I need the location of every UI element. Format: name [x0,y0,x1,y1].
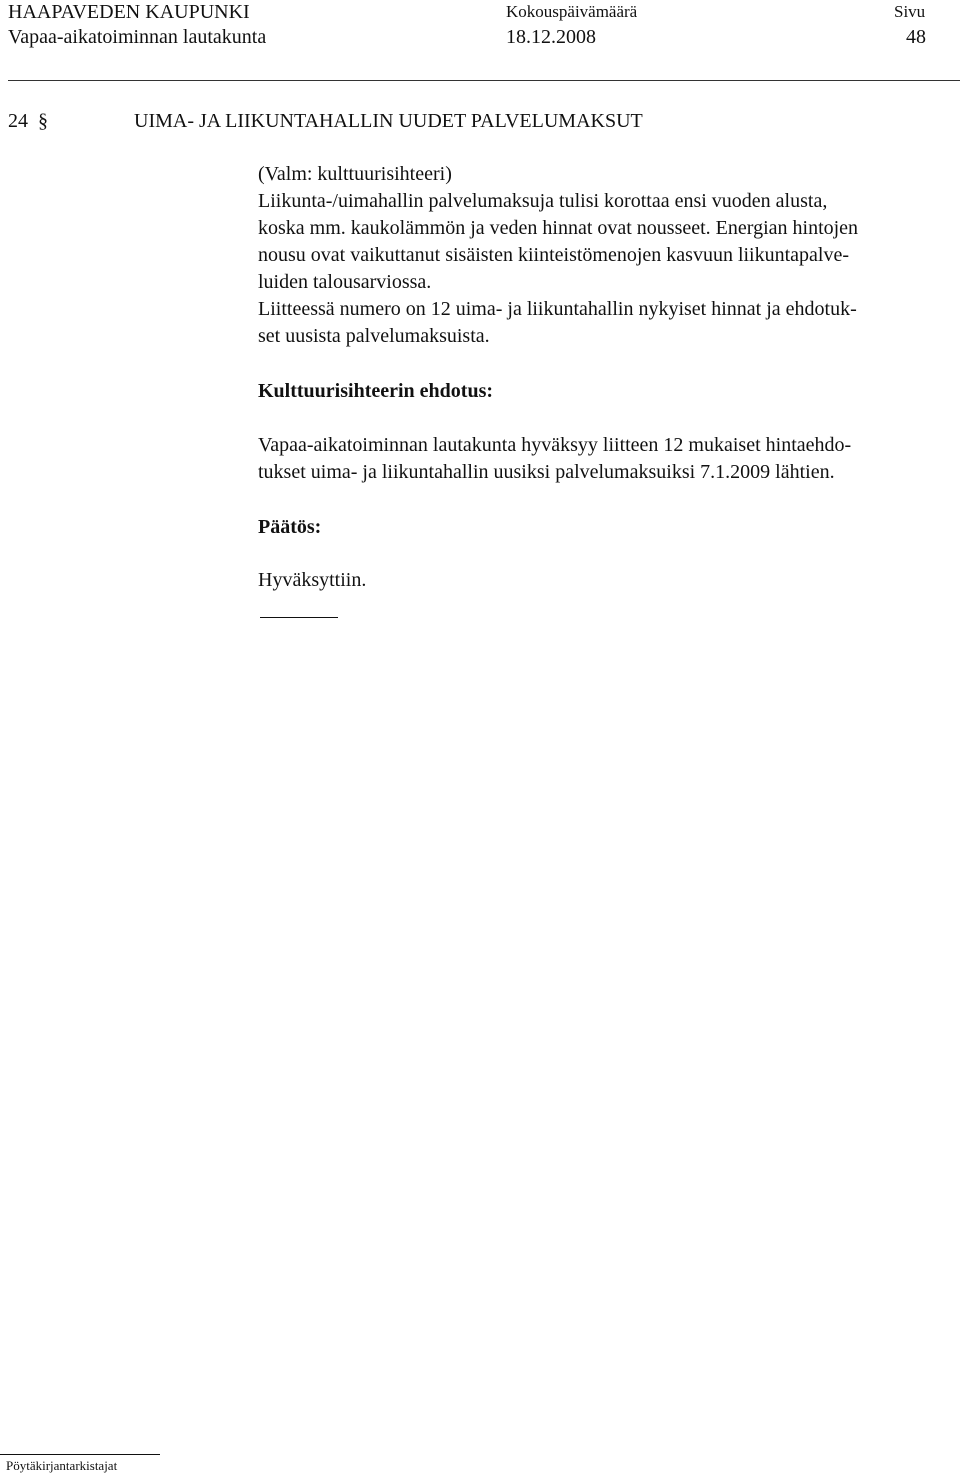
decision-text: Hyväksyttiin. [258,569,367,591]
committee-name: Vapaa-aikatoiminnan lautakunta [8,26,267,48]
paragraph1-line: luiden talousarviossa. [258,271,432,293]
meeting-date: 18.12.2008 [506,26,596,48]
date-label: Kokouspäivämäärä [506,2,638,21]
section-number: 24 [8,110,28,132]
proposal-heading: Kulttuurisihteerin ehdotus: [258,380,494,402]
paragraph1-line: Liikunta-/uimahallin palvelumaksuja tulisi korottaa ensi vuoden alusta, [258,190,828,212]
proposal-line: Vapaa-aikatoiminnan lautakunta hyväksyy liitteen 12 mukaiset hintaehdo- [258,434,852,456]
paragraph2-line: Liitteessä numero on 12 uima- ja liikuntahallin nykyiset hinnat ja ehdotuk- [258,298,857,320]
end-rule [260,617,338,618]
preparer-note: (Valm: kulttuurisihteeri) [258,163,452,185]
paragraph1-line: koska mm. kaukolämmön ja veden hinnat ovat nousseet. Energian hintojen [258,217,859,239]
page-label: Sivu [894,2,926,21]
section-title: UIMA- JA LIIKUNTAHALLIN UUDET PALVELUMAKSUT [134,110,643,132]
decision-heading: Päätös: [258,516,322,538]
municipality-name: HAAPAVEDEN KAUPUNKI [8,1,250,23]
paragraph2-line: set uusista palvelumaksuista. [258,325,490,347]
section-symbol: § [38,110,48,132]
paragraph1-line: nousu ovat vaikuttanut sisäisten kiinteistömenojen kasvuun liikuntapalve- [258,244,850,266]
page-number: 48 [906,26,926,48]
header-divider [8,80,960,81]
signature-line [0,1454,160,1455]
proposal-line: tukset uima- ja liikuntahallin uusiksi palvelumaksuiksi 7.1.2009 lähtien. [258,461,835,483]
footer-label: Pöytäkirjantarkistajat [6,1458,118,1473]
